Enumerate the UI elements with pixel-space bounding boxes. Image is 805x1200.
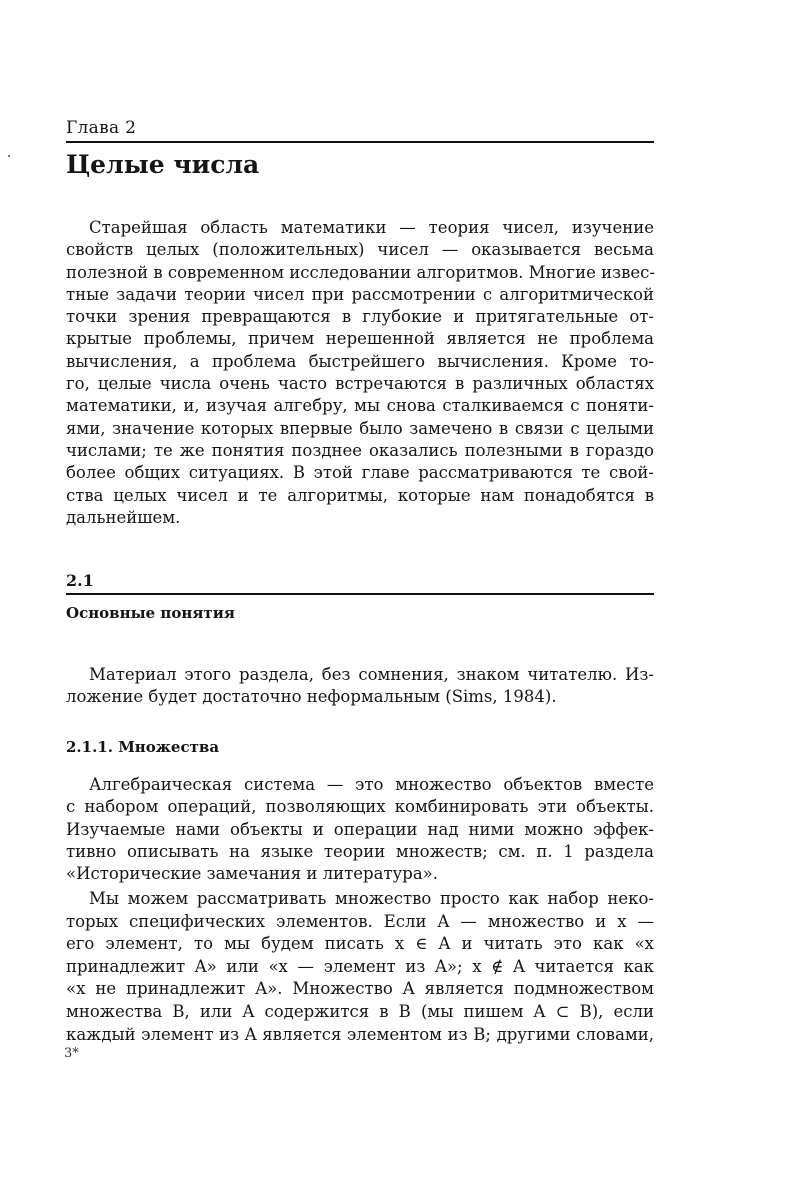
text-line: Материал этого раздела, без сомнения, знаком читателю. Из-: [89, 665, 654, 684]
text-line: тные задачи теории чисел при рассмотрении с алгоритмической: [66, 284, 654, 304]
text-line: ложение будет достаточно неформальным (Sims, 1984).: [66, 687, 557, 707]
text-line: его элемент, то мы будем писать x ∈ A и читать это как «x: [66, 934, 654, 954]
text-line: «x не принадлежит A». Множество A является подмножеством: [66, 979, 654, 999]
text-line: множества B, или A содержится в B (мы пишем A ⊂ B), если: [66, 1001, 654, 1021]
text-line: принадлежит A» или «x — элемент из A»; x ∉ A читается как: [66, 956, 654, 976]
text-line: числами; те же понятия позднее оказались полезными в гораздо: [66, 440, 654, 460]
section-intro-paragraph: [66, 664, 654, 709]
text-line: крытые проблемы, причем нерешенной является не проблема: [66, 329, 654, 349]
subsection-paragraph-2: [66, 888, 654, 1046]
signature-mark: 3*: [64, 1046, 79, 1061]
text-line: Мы можем рассматривать множество просто как набор неко-: [89, 889, 654, 908]
text-line: торых специфических элементов. Если A — множество и x —: [66, 911, 654, 931]
section-title: Основные понятия: [66, 604, 235, 622]
text-line: дальнейшем.: [66, 507, 181, 527]
chapter-intro-paragraph: [66, 217, 654, 529]
text-line: каждый элемент из A является элементом из B; другими словами,: [66, 1024, 654, 1044]
text-line: Изучаемые нами объекты и операции над ними можно эффек-: [66, 819, 654, 839]
text-line: «Исторические замечания и литература».: [66, 864, 438, 884]
section-rule: [66, 593, 654, 595]
chapter-title: Целые числа: [66, 150, 260, 179]
text-line: Старейшая область математики — теория чисел, изучение: [89, 218, 654, 237]
text-line: точки зрения превращаются в глубокие и притягательные от-: [66, 307, 654, 327]
text-line: с набором операций, позволяющих комбинировать эти объекты.: [66, 797, 654, 817]
text-line: тивно описывать на языке теории множеств; см. п. 1 раздела: [66, 841, 654, 861]
text-line: математики, и, изучая алгебру, мы снова сталкиваемся с поняти-: [66, 396, 654, 416]
text-line: ями, значение которых впервые было замечено в связи с целыми: [66, 418, 654, 438]
chapter-rule: [66, 141, 654, 143]
scan-speck: [8, 155, 10, 157]
text-line: более общих ситуациях. В этой главе рассматриваются те свой-: [66, 463, 654, 483]
chapter-label: Глава 2: [66, 118, 137, 138]
text-line: ства целых чисел и те алгоритмы, которые нам понадобятся в: [66, 485, 654, 505]
subsection-paragraph-1: [66, 774, 654, 885]
section-number: 2.1: [66, 571, 94, 590]
text-line: свойств целых (положительных) чисел — оказывается весьма: [66, 240, 654, 260]
text-line: Алгебраическая система — это множество объектов вместе: [89, 775, 654, 794]
text-line: го, целые числа очень часто встречаются в различных областях: [66, 374, 654, 394]
text-line: полезной в современном исследовании алгоритмов. Многие извес-: [66, 262, 655, 282]
text-line: вычисления, а проблема быстрейшего вычисления. Кроме то-: [66, 351, 654, 371]
subsection-title: 2.1.1. Множества: [66, 738, 220, 756]
